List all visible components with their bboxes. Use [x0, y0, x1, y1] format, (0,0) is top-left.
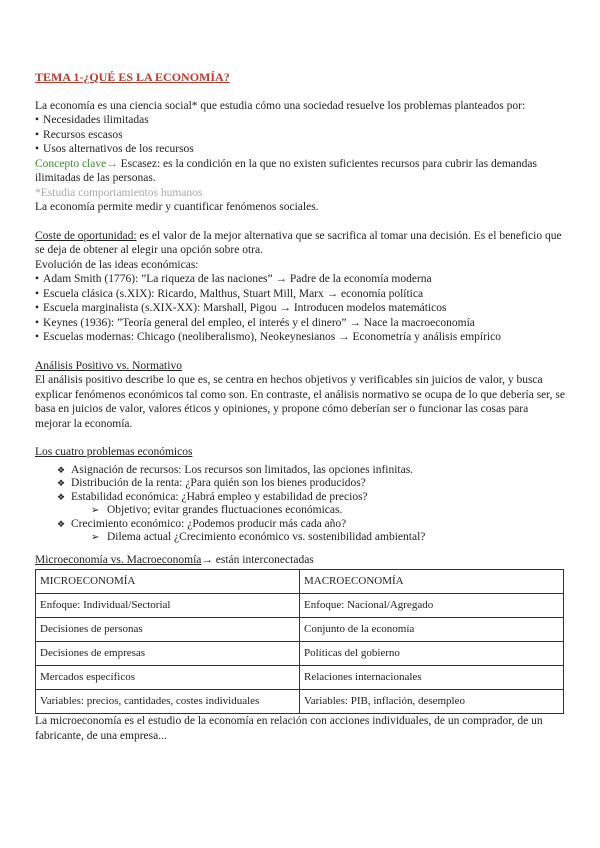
opportunity-cost-label: Coste de oportunidad:	[35, 229, 137, 242]
problem-item	[57, 491, 565, 518]
comparison-heading	[35, 553, 565, 568]
key-concept-text: Escasez: es la condición en la que no existen suficientes recursos para cubrir las demandas ilimitadas de las personas.	[35, 157, 537, 184]
key-concept	[35, 157, 565, 186]
table-cell: Decisiones de personas	[36, 618, 300, 642]
problem-subitem: ➢ Objetivo; evitar grandes fluctuaciones económicas.	[91, 504, 565, 518]
table-cell: MACROECONOMÍA	[300, 570, 564, 594]
table-row	[36, 642, 564, 666]
problem-text: Estabilidad económica: ¿Habrá empleo y estabilidad de precios?	[71, 490, 368, 503]
footnote: *Estudia comportamientos humanos	[35, 186, 203, 199]
opportunity-cost	[35, 229, 565, 258]
table-row	[36, 594, 564, 618]
problem-item	[57, 477, 565, 491]
problem-item	[57, 518, 565, 545]
evolution-item: • Escuelas modernas: Chicago (neoliberalismo), Neokeynesianos → Econometría y análisis empírico	[35, 330, 565, 345]
comparison-heading-note: → están interconectadas	[201, 553, 314, 566]
comparison-closing: La microeconomía es el estudio de la economía en relación con acciones individuales, de un comprador, de un fabricante, de una empresa...	[35, 715, 543, 742]
table-cell: Mercados específicos	[36, 666, 300, 690]
table-row	[36, 666, 564, 690]
problem-text: Distribución de la renta: ¿Para quién son los bienes producidos?	[71, 477, 366, 489]
comparison-heading-title: Microeconomía vs. Macroeconomía	[35, 553, 202, 566]
problem-sublist	[71, 504, 565, 518]
problem-item	[57, 464, 565, 478]
evolution-item: • Escuela clásica (s.XIX): Ricardo, Malthus, Stuart Mill, Marx → economía política	[35, 287, 565, 302]
bullet-item: • Recursos escasos	[35, 128, 565, 143]
problem-subitem: ➢ Dilema actual ¿Crecimiento económico vs. sostenibilidad ambiental?	[91, 531, 565, 545]
intro-text: La economía es una ciencia social* que estudia cómo una sociedad resuelve los problemas planteados por:	[35, 99, 526, 112]
evolution-item: • Escuela marginalista (s.XIX-XX): Marshall, Pigou → Introducen modelos matemáticos	[35, 301, 565, 316]
table-row	[36, 618, 564, 642]
comparison-table	[35, 569, 564, 714]
document-page	[35, 70, 565, 743]
evolution-title: Evolución de las ideas económicas:	[35, 258, 199, 271]
problems-heading: Los cuatro problemas económicos	[35, 446, 193, 458]
opportunity-cost-text: es el valor de la mejor alternativa que se sacrifica al tomar una decisión. Es el beneficio que se deja de obtener al elegir una opción sobre otra.	[35, 229, 562, 256]
table-cell: Enfoque: Individual/Sectorial	[36, 594, 300, 618]
table-cell: Variables: precios, cantidades, costes individuales	[36, 690, 300, 714]
table-cell: Enfoque: Nacional/Agregado	[300, 594, 564, 618]
intro-bullets	[35, 113, 565, 157]
table-cell: MICROECONOMÍA	[36, 570, 300, 594]
intro-closing: La economía permite medir y cuantificar fenómenos sociales.	[35, 201, 319, 213]
positive-normative-text: El análisis positivo describe lo que es, se centra en hechos objetivos y verificables sin juicios de valor, y busca explicar fenómenos económicos tal como son. En contraste, el análisis normativo se ocupa de lo que debería ser, se basa en juicios de valor, valores éticos y opiniones, y propone cómo deberían ser o funcionar las cosas para mejorar la economía.	[35, 374, 565, 430]
table-cell: Conjunto de la economía	[300, 618, 564, 642]
table-cell: Variables: PIB, inflación, desempleo	[300, 690, 564, 714]
evolution-item: • Keynes (1936): ”Teoría general del empleo, el interés y el dinero” → Nace la macroeconomía	[35, 316, 565, 331]
table-row	[36, 690, 564, 714]
positive-normative-heading: Análisis Positivo vs. Normativo	[35, 359, 182, 372]
bullet-item: • Usos alternativos de los recursos	[35, 142, 565, 157]
problem-text: Crecimiento económico: ¿Podemos producir más cada año?	[71, 517, 347, 530]
evolution-item: • Adam Smith (1776): ”La riqueza de las naciones” → Padre de la economía moderna	[35, 272, 565, 287]
problem-text: Asignación de recursos: Los recursos son limitados, las opciones infinitas.	[71, 463, 414, 476]
bullet-item: • Necesidades ilimitadas	[35, 113, 565, 128]
page-title: TEMA 1-¿QUÉ ES LA ECONOMÍA?	[35, 70, 230, 84]
key-concept-label: Concepto clave→	[35, 157, 118, 170]
table-row	[36, 570, 564, 594]
table-cell: Políticas del gobierno	[300, 642, 564, 666]
table-cell: Decisiones de empresas	[36, 642, 300, 666]
table-cell: Relaciones internacionales	[300, 666, 564, 690]
problems-list	[35, 464, 565, 545]
evolution-list	[35, 272, 565, 345]
problem-sublist	[71, 531, 565, 545]
